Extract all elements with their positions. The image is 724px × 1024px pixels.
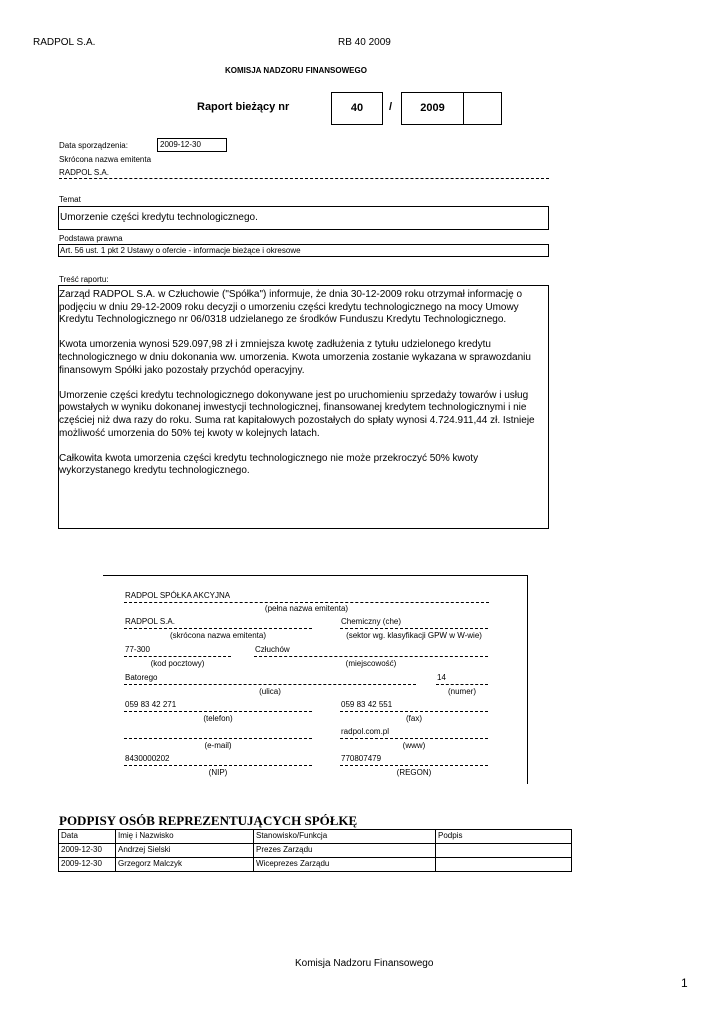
- table-cell: Grzegorz Malczyk: [116, 858, 254, 872]
- table-header-row: [59, 830, 572, 844]
- divider: [124, 656, 231, 657]
- issuer-www-label: (www): [402, 741, 426, 750]
- divider: [436, 684, 488, 685]
- issuer-email-label: (e-mail): [204, 741, 232, 750]
- footer-authority: Komisja Nadzoru Finansowego: [295, 958, 434, 969]
- divider: [340, 628, 488, 629]
- signatures-table: [58, 829, 572, 872]
- signatures-heading: PODPISY OSÓB REPREZENTUJĄCYCH SPÓŁKĘ: [59, 813, 358, 828]
- issuer-short-name-label: (skrócona nazwa emitenta): [169, 631, 267, 640]
- content-text: [59, 289, 547, 491]
- divider: [124, 684, 416, 685]
- header-authority: KOMISJA NADZORU FINANSOWEGO: [225, 66, 367, 75]
- report-number-box: [331, 92, 383, 125]
- issuer-number: 14: [437, 673, 446, 682]
- issuer-postal-code-label: (kod pocztowy): [150, 659, 205, 668]
- date-value: 2009-12-30: [160, 140, 201, 149]
- issuer-city: Człuchów: [255, 645, 290, 654]
- issuer-regon-label: (REGON): [396, 768, 432, 777]
- signature-cell: [436, 844, 572, 858]
- header-company: RADPOL S.A.: [33, 37, 96, 48]
- issuer-street-label: (ulica): [259, 687, 281, 696]
- content-paragraph: Całkowita kwota umorzenia części kredytu technologicznego nie może przekroczyć 50% kwoty wykorzystanego kredytu technologicznego.: [59, 452, 479, 477]
- issuer-fax: 059 83 42 551: [341, 700, 393, 709]
- report-extra-box: [463, 92, 502, 125]
- table-cell: Prezes Zarządu: [254, 844, 436, 858]
- issuer-regon: 770807479: [341, 754, 382, 763]
- header-report-code: RB 40 2009: [338, 37, 391, 48]
- issuer-number-label: (numer): [447, 687, 476, 696]
- content-paragraph: Zarząd RADPOL S.A. w Człuchowie ("Spółka") informuje, że dnia 30-12-2009 roku otrzymał informację o podjęciu w dniu 29-12-2009 roku decyzji o umorzeniu części kredytu technologicznego na mocy Umowy Kredytu Technologicznego nr 06/0318 udzielanego ze środków Funduszu Kredytu Technologicznego.: [59, 289, 523, 326]
- divider: [124, 738, 312, 739]
- issuer-sector-label: (sektor wg. klasyfikacji GPW w W-wie): [346, 631, 482, 640]
- legal-basis-value: Art. 56 ust. 1 pkt 2 Ustawy o ofercie - informacje bieżące i okresowe: [60, 246, 301, 255]
- report-number: 40: [350, 102, 364, 114]
- content-paragraph: Kwota umorzenia wynosi 529.097,98 zł i zmniejsza kwotę zadłużenia z tytułu udzielonego kredytu technologicznego w dniu dokonania ww. umorzenia. Kwota umorzenia zostanie wykazana w sprawozdaniu finansowym Spółki jako pozostały przychód operacyjny.: [59, 339, 531, 376]
- short-name-label: Skrócona nazwa emitenta: [59, 155, 152, 164]
- issuer-nip-label: (NIP): [208, 768, 228, 777]
- divider: [124, 711, 312, 712]
- table-row: [59, 844, 572, 858]
- divider: [59, 178, 549, 179]
- divider: [124, 602, 489, 603]
- table-header-cell: Imię i Nazwisko: [116, 830, 254, 844]
- table-row: [59, 858, 572, 872]
- issuer-www: radpol.com.pl: [341, 727, 390, 736]
- table-header-cell: Stanowisko/Funkcja: [254, 830, 436, 844]
- issuer-short-name: RADPOL S.A.: [125, 617, 175, 626]
- issuer-fax-label: (fax): [406, 714, 422, 723]
- issuer-postal-code: 77-300: [125, 645, 150, 654]
- topic-value: Umorzenie części kredytu technologicznego.: [60, 212, 258, 223]
- short-name-value: RADPOL S.A.: [59, 168, 109, 177]
- legal-basis-label: Podstawa prawna: [59, 234, 123, 243]
- table-cell: 2009-12-30: [59, 858, 116, 872]
- divider: [340, 711, 488, 712]
- report-title: Raport bieżący nr: [197, 101, 290, 113]
- issuer-street: Batorego: [125, 673, 158, 682]
- legal-basis-box: [58, 244, 549, 257]
- table-cell: Andrzej Sielski: [116, 844, 254, 858]
- issuer-phone: 059 83 42 271: [125, 700, 177, 709]
- content-label: Treść raportu:: [59, 275, 109, 284]
- issuer-nip: 8430000202: [125, 754, 170, 763]
- table-header-cell: Data: [59, 830, 116, 844]
- divider: [124, 765, 312, 766]
- content-paragraph: Umorzenie części kredytu technologicznego dokonywane jest po uruchomieniu sprzedaży towarów i usług powstałych w wyniku dokonanej inwestycji technologicznej, finansowanej kredytem technologicznymi i nie częściej niż dwa razy do roku. Suma rat kapitałowych pozostałych do spłaty wynosi 4.724.911,44 zł. Istnieje możliwość umorzenia do 50% tej kwoty w kolejnych latach.: [59, 389, 535, 439]
- date-box: [157, 138, 227, 152]
- issuer-sector: Chemiczny (che): [341, 617, 402, 626]
- report-slash: /: [389, 101, 393, 113]
- table-header-cell: Podpis: [436, 830, 572, 844]
- topic-label: Temat: [59, 195, 81, 204]
- divider: [124, 628, 312, 629]
- divider: [340, 738, 488, 739]
- table-cell: 2009-12-30: [59, 844, 116, 858]
- report-year: 2009: [420, 102, 445, 114]
- divider: [340, 765, 488, 766]
- issuer-full-name: RADPOL SPÓŁKA AKCYJNA: [125, 591, 231, 600]
- report-year-box: [401, 92, 464, 125]
- issuer-full-name-label: (pełna nazwa emitenta): [264, 604, 349, 613]
- divider: [254, 656, 488, 657]
- topic-box: [58, 206, 549, 230]
- issuer-phone-label: (telefon): [203, 714, 233, 723]
- table-cell: Wiceprezes Zarządu: [254, 858, 436, 872]
- date-label: Data sporządzenia:: [59, 141, 128, 150]
- page-number: 1: [681, 976, 688, 990]
- issuer-city-label: (miejscowość): [345, 659, 397, 668]
- signature-cell: [436, 858, 572, 872]
